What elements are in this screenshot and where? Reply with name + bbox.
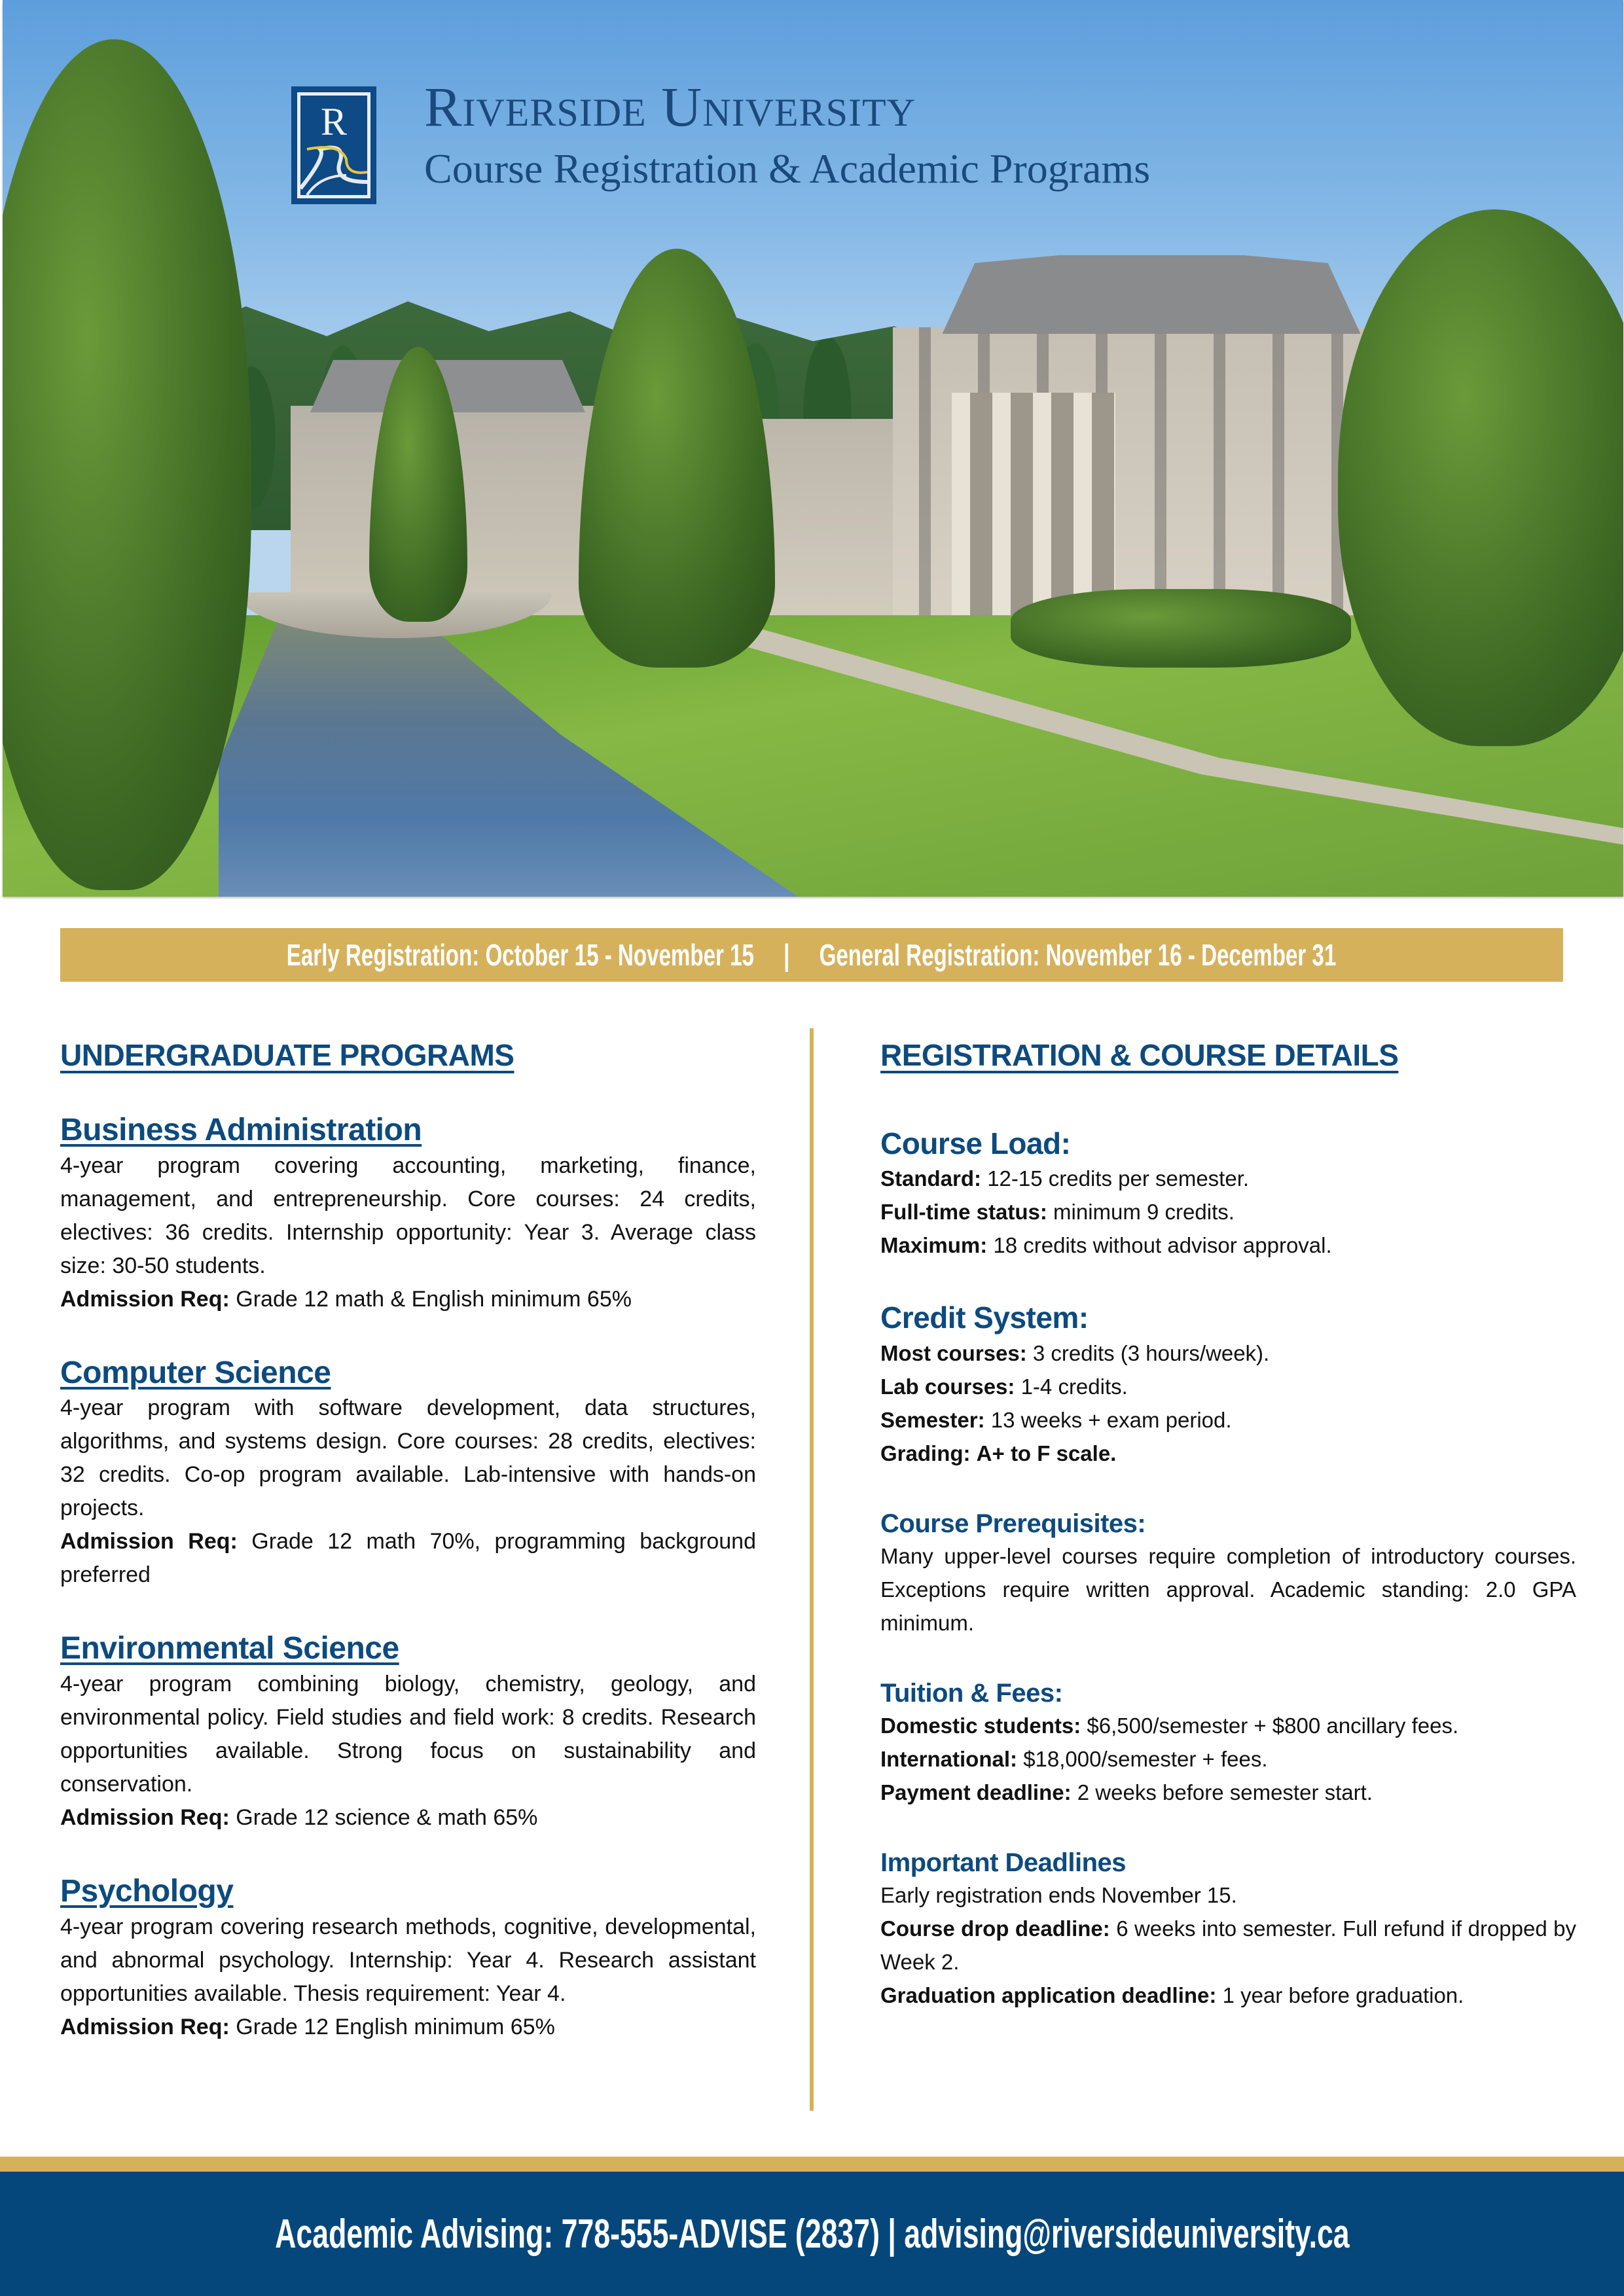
- kv-value: minimum 9 credits.: [1053, 1200, 1235, 1225]
- advising-label: Academic Advising:: [274, 2211, 553, 2257]
- university-logo: [291, 86, 376, 204]
- kv-value: 1-4 credits.: [1020, 1374, 1128, 1399]
- section-title-undergraduate-programs: UNDERGRADUATE PROGRAMS: [60, 1038, 514, 1072]
- kv-value: 18 credits without advisor approval.: [993, 1233, 1332, 1258]
- kv-value: 2 weeks before semester start.: [1077, 1780, 1373, 1804]
- column-divider: [810, 1028, 814, 2111]
- registration-dates-banner: [60, 928, 1563, 982]
- admission-value: Grade 12 science & math 65%: [236, 1804, 538, 1830]
- kv-value: $18,000/semester + fees.: [1023, 1746, 1268, 1771]
- tuition-domestic: [880, 1709, 1576, 1742]
- banner-separator: |: [784, 938, 790, 972]
- credit-grading: [880, 1437, 1576, 1470]
- kv-value: 1 year before graduation.: [1222, 1982, 1464, 2007]
- tuition-section: [880, 1677, 1576, 1809]
- kv-label: International:: [880, 1746, 1018, 1771]
- title-block: [424, 75, 1151, 192]
- kv-label: Grading:: [880, 1441, 971, 1465]
- credit-most-courses: [880, 1336, 1576, 1370]
- credit-system-section: [880, 1300, 1576, 1469]
- kv-value: 12-15 credits per semester.: [987, 1166, 1250, 1191]
- logo-letter: R: [320, 100, 348, 143]
- admission-requirement: [60, 1525, 756, 1592]
- admission-label: Admission Req:: [60, 1804, 230, 1830]
- kv-label: Full-time status:: [880, 1200, 1047, 1225]
- footer-gold-stripe: [0, 2157, 1624, 2172]
- program-computer-science: [60, 1354, 756, 1592]
- academic-advising-footer: [0, 2172, 1624, 2296]
- document-subtitle: Course Registration & Academic Programs: [424, 145, 1151, 192]
- deadlines-heading: Important Deadlines: [880, 1848, 1127, 1877]
- course-load-maximum: [880, 1229, 1576, 1262]
- program-description: 4-year program combining biology, chemistry, geology, and environmental policy. Field studies and field work: 8 credits. Research opportunities available. Strong focus on sustainability and conservation.: [60, 1671, 756, 1797]
- kv-label: Most courses:: [880, 1340, 1027, 1365]
- admission-requirement: [60, 1283, 756, 1316]
- kv-label: Domestic students:: [880, 1713, 1081, 1738]
- tree-conifer-2: [579, 249, 775, 668]
- program-title: Psychology: [60, 1873, 234, 1909]
- university-name: Riverside University: [424, 75, 916, 138]
- tuition-heading: Tuition & Fees:: [880, 1678, 1063, 1708]
- course-load-section: [880, 1126, 1576, 1262]
- river-crest-icon: [300, 136, 367, 195]
- tree-left: [3, 39, 251, 890]
- program-business-administration: [60, 1111, 756, 1316]
- credit-lab-courses: [880, 1370, 1576, 1403]
- kv-value: 13 weeks + exam period.: [990, 1407, 1232, 1432]
- kv-label: Graduation application deadline:: [880, 1982, 1217, 2007]
- advising-email-link[interactable]: advising@riversideuniversity.ca: [903, 2211, 1350, 2257]
- prerequisites-heading: Course Prerequisites:: [880, 1509, 1146, 1538]
- kv-value: 6 weeks into semester. Full refund if dropped by Week 2.: [880, 1916, 1577, 1974]
- kv-value: A+ to F scale.: [976, 1441, 1117, 1465]
- graduation-application-deadline: [880, 1979, 1576, 2012]
- prerequisites-text: Many upper-level courses require completion of introductory courses. Exceptions require written approval. Academic standing: 2.0 GPA minimum.: [880, 1543, 1576, 1635]
- program-title: Computer Science: [60, 1355, 331, 1390]
- kv-value: 3 credits (3 hours/week).: [1032, 1340, 1270, 1365]
- section-title-registration-details: REGISTRATION & COURSE DETAILS: [880, 1038, 1399, 1072]
- early-registration-dates: Early Registration: October 15 - November 15: [287, 938, 755, 972]
- undergraduate-programs-column: [60, 1028, 756, 2044]
- course-drop-deadline: [880, 1912, 1576, 1979]
- admission-label: Admission Req:: [60, 1286, 230, 1312]
- admission-value: Grade 12 English minimum 65%: [236, 2014, 555, 2039]
- program-title: Business Administration: [60, 1113, 422, 1148]
- course-load-full-time: [880, 1195, 1576, 1229]
- admission-requirement: [60, 1801, 756, 1835]
- kv-label: Payment deadline:: [880, 1780, 1072, 1804]
- hedge: [1011, 589, 1351, 668]
- program-description: 4-year program with software development, data structures, algorithms, and systems design. Core courses: 28 credits, electives: 32 credits. Co-op program available. Lab-intensive with hands-on projects.: [60, 1395, 756, 1521]
- registration-details-column: [880, 1028, 1576, 2012]
- admission-label: Admission Req:: [60, 1529, 238, 1554]
- deadlines-section: [880, 1847, 1576, 2012]
- course-load-standard: [880, 1162, 1576, 1195]
- admission-value: Grade 12 math & English minimum 65%: [236, 1286, 632, 1312]
- admission-value: Grade 12 math 70%, programming background preferred: [60, 1529, 756, 1588]
- kv-label: Lab courses:: [880, 1374, 1015, 1399]
- admission-label: Admission Req:: [60, 2014, 230, 2039]
- credit-semester: [880, 1403, 1576, 1437]
- credit-system-heading: Credit System:: [880, 1300, 1089, 1335]
- program-description: 4-year program covering research methods, cognitive, developmental, and abnormal psychology. Internship: Year 4. Research assistant opportunities available. Thesis requirement: Year 4.: [60, 1914, 756, 2006]
- program-description: 4-year program covering accounting, marketing, finance, management, and entrepreneurship. Core courses: 24 credits, electives: 36 credits. Internship opportunity: Year 3. Average class size: 30-50 students.: [60, 1153, 756, 1278]
- kv-label: Standard:: [880, 1166, 982, 1191]
- kv-label: Course drop deadline:: [880, 1916, 1110, 1941]
- advising-phone[interactable]: 778-555-ADVISE (2837): [561, 2211, 880, 2257]
- program-psychology: [60, 1873, 756, 2044]
- kv-value: $6,500/semester + $800 ancillary fees.: [1087, 1713, 1459, 1738]
- footer-separator: |: [887, 2211, 896, 2257]
- program-environmental-science: [60, 1630, 756, 1835]
- program-title: Environmental Science: [60, 1631, 399, 1666]
- early-registration-deadline: Early registration ends November 15.: [880, 1882, 1237, 1907]
- general-registration-dates: General Registration: November 16 - December 31: [820, 938, 1337, 972]
- tuition-payment-deadline: [880, 1776, 1576, 1809]
- kv-label: Maximum:: [880, 1233, 988, 1258]
- prerequisites-section: [880, 1508, 1576, 1640]
- kv-label: Semester:: [880, 1407, 985, 1432]
- tuition-international: [880, 1742, 1576, 1776]
- admission-requirement: [60, 2011, 756, 2044]
- tree-right: [1338, 209, 1623, 746]
- course-load-heading: Course Load:: [880, 1126, 1071, 1161]
